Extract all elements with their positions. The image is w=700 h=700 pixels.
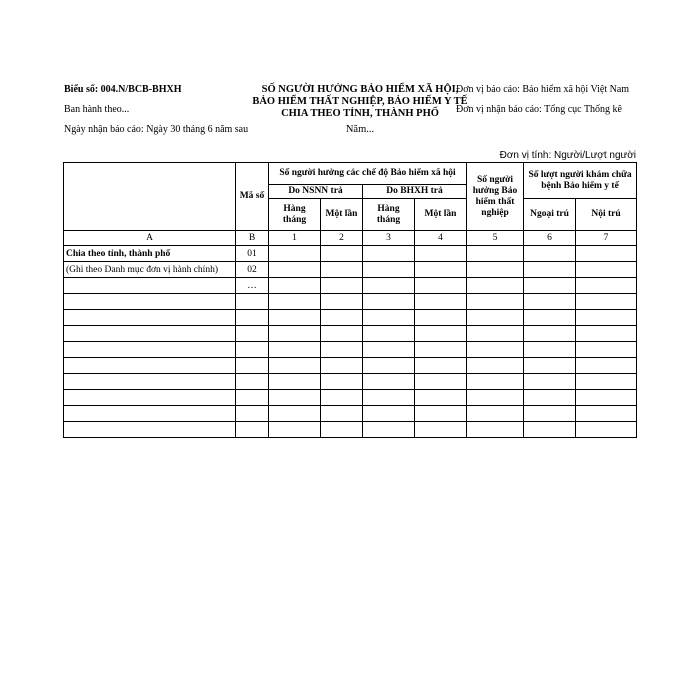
data-cell	[269, 262, 321, 278]
data-cell	[363, 278, 415, 294]
data-cell	[467, 358, 524, 374]
data-cell	[321, 262, 363, 278]
data-cell	[576, 390, 637, 406]
report-title-block	[250, 84, 470, 136]
table-row	[64, 374, 637, 390]
data-cell	[269, 246, 321, 262]
col-bhxh-one-time: Một lần	[415, 199, 467, 231]
report-header-right	[456, 84, 646, 116]
statistics-table	[63, 162, 637, 438]
data-cell	[269, 326, 321, 342]
row-code	[236, 342, 269, 358]
data-cell	[363, 358, 415, 374]
data-cell	[269, 406, 321, 422]
col-inpatient: Nội trú	[576, 199, 637, 231]
report-date: Ngày nhận báo cáo: Ngày 30 tháng 6 năm sau	[64, 124, 249, 135]
table-row	[64, 390, 637, 406]
row-label	[64, 326, 236, 342]
data-cell	[321, 342, 363, 358]
data-cell	[363, 342, 415, 358]
data-cell	[576, 246, 637, 262]
data-cell	[321, 358, 363, 374]
data-cell	[415, 390, 467, 406]
row-code	[236, 422, 269, 438]
data-cell	[321, 422, 363, 438]
data-cell	[269, 342, 321, 358]
data-cell	[576, 278, 637, 294]
data-cell	[524, 310, 576, 326]
col-header-label	[64, 163, 236, 231]
row-code	[236, 294, 269, 310]
row-label	[64, 422, 236, 438]
data-cell	[467, 278, 524, 294]
table-row	[64, 246, 637, 262]
col-number: 3	[363, 231, 415, 246]
row-label: Chia theo tỉnh, thành phố	[64, 246, 236, 262]
data-cell	[576, 358, 637, 374]
data-cell	[524, 406, 576, 422]
data-cell	[467, 310, 524, 326]
data-cell	[576, 326, 637, 342]
data-cell	[321, 374, 363, 390]
reporting-unit: Đơn vị báo cáo: Bảo hiểm xã hội Việt Nam	[456, 84, 630, 95]
data-cell	[467, 326, 524, 342]
col-sub-nsnn: Do NSNN trả	[269, 185, 363, 199]
row-label	[64, 294, 236, 310]
row-label	[64, 358, 236, 374]
row-code: 01	[236, 246, 269, 262]
data-cell	[524, 262, 576, 278]
data-cell	[467, 246, 524, 262]
data-cell	[415, 278, 467, 294]
data-cell	[269, 278, 321, 294]
row-label	[64, 374, 236, 390]
table-row	[64, 422, 637, 438]
data-cell	[524, 294, 576, 310]
data-cell	[415, 374, 467, 390]
row-label	[64, 342, 236, 358]
col-number: 5	[467, 231, 524, 246]
data-cell	[415, 358, 467, 374]
report-year: Năm...	[345, 124, 375, 135]
data-cell	[363, 374, 415, 390]
table-row	[64, 358, 637, 374]
col-number: 7	[576, 231, 637, 246]
data-cell	[321, 406, 363, 422]
data-cell	[415, 342, 467, 358]
col-header-unemployment: Số người hưởng Bảo hiểm thất nghiệp	[467, 163, 524, 231]
row-label	[64, 278, 236, 294]
table-body	[64, 246, 637, 438]
data-cell	[363, 422, 415, 438]
col-nsnn-one-time: Một lần	[321, 199, 363, 231]
col-sub-bhxh: Do BHXH trả	[363, 185, 467, 199]
data-cell	[524, 422, 576, 438]
data-cell	[363, 262, 415, 278]
row-code: 02	[236, 262, 269, 278]
unit-of-measure: Đơn vị tính: Người/Lượt người	[499, 150, 636, 161]
table-row	[64, 326, 637, 342]
col-number: B	[236, 231, 269, 246]
data-cell	[524, 342, 576, 358]
col-number: A	[64, 231, 236, 246]
row-code: …	[236, 278, 269, 294]
row-code	[236, 310, 269, 326]
column-number-row	[64, 231, 637, 246]
report-header-left	[64, 84, 254, 136]
col-number: 6	[524, 231, 576, 246]
form-code: Biểu số: 004.N/BCB-BHXH	[64, 84, 182, 95]
col-header-code: Mã số	[236, 163, 269, 231]
data-cell	[415, 326, 467, 342]
data-cell	[467, 422, 524, 438]
data-cell	[363, 246, 415, 262]
row-code	[236, 374, 269, 390]
data-cell	[321, 310, 363, 326]
data-cell	[363, 326, 415, 342]
col-nsnn-monthly: Hàng tháng	[269, 199, 321, 231]
row-code	[236, 390, 269, 406]
data-cell	[415, 294, 467, 310]
data-cell	[363, 310, 415, 326]
data-cell	[467, 390, 524, 406]
data-cell	[321, 278, 363, 294]
data-cell	[415, 262, 467, 278]
row-label	[64, 310, 236, 326]
table-row	[64, 406, 637, 422]
data-cell	[269, 310, 321, 326]
row-code	[236, 358, 269, 374]
data-cell	[576, 406, 637, 422]
data-cell	[415, 246, 467, 262]
table-row	[64, 310, 637, 326]
data-cell	[524, 358, 576, 374]
data-cell	[363, 294, 415, 310]
data-cell	[524, 246, 576, 262]
data-cell	[467, 342, 524, 358]
data-cell	[576, 262, 637, 278]
table-row	[64, 278, 637, 294]
data-cell	[363, 390, 415, 406]
row-label	[64, 390, 236, 406]
data-cell	[576, 294, 637, 310]
table-row	[64, 294, 637, 310]
col-group-bhxh: Số người hưởng các chế độ Bảo hiểm xã hội	[269, 163, 467, 185]
data-cell	[576, 342, 637, 358]
col-number: 1	[269, 231, 321, 246]
data-cell	[467, 294, 524, 310]
row-code	[236, 326, 269, 342]
data-cell	[524, 374, 576, 390]
data-cell	[415, 310, 467, 326]
data-cell	[363, 406, 415, 422]
data-cell	[269, 422, 321, 438]
data-cell	[269, 390, 321, 406]
data-cell	[467, 406, 524, 422]
data-cell	[467, 262, 524, 278]
row-label: (Ghi theo Danh mục đơn vị hành chính)	[64, 262, 236, 278]
data-cell	[524, 278, 576, 294]
table-row	[64, 262, 637, 278]
row-code	[236, 406, 269, 422]
data-cell	[524, 326, 576, 342]
col-group-health: Số lượt người khám chữa bệnh Bảo hiểm y tế	[524, 163, 637, 199]
data-cell	[321, 246, 363, 262]
data-cell	[467, 374, 524, 390]
data-cell	[415, 406, 467, 422]
data-cell	[576, 422, 637, 438]
col-number: 4	[415, 231, 467, 246]
data-cell	[321, 390, 363, 406]
data-cell	[269, 358, 321, 374]
data-cell	[321, 294, 363, 310]
col-bhxh-monthly: Hàng tháng	[363, 199, 415, 231]
data-cell	[269, 374, 321, 390]
col-number: 2	[321, 231, 363, 246]
receiving-unit: Đơn vị nhận báo cáo: Tổng cục Thống kê	[456, 104, 622, 115]
row-label	[64, 406, 236, 422]
issued-by: Ban hành theo...	[64, 104, 130, 115]
data-cell	[524, 390, 576, 406]
data-cell	[576, 374, 637, 390]
table-row	[64, 342, 637, 358]
col-outpatient: Ngoại trú	[524, 199, 576, 231]
data-cell	[321, 326, 363, 342]
report-title: SỐ NGƯỜI HƯỞNG BẢO HIỂM XÃ HỘI, BẢO HIỂM THẤT NGHIỆP, BẢO HIỂM Y TẾ CHIA THEO TỈNH, THÀNH PHỐ	[252, 84, 468, 119]
data-cell	[576, 310, 637, 326]
data-cell	[269, 294, 321, 310]
data-cell	[415, 422, 467, 438]
